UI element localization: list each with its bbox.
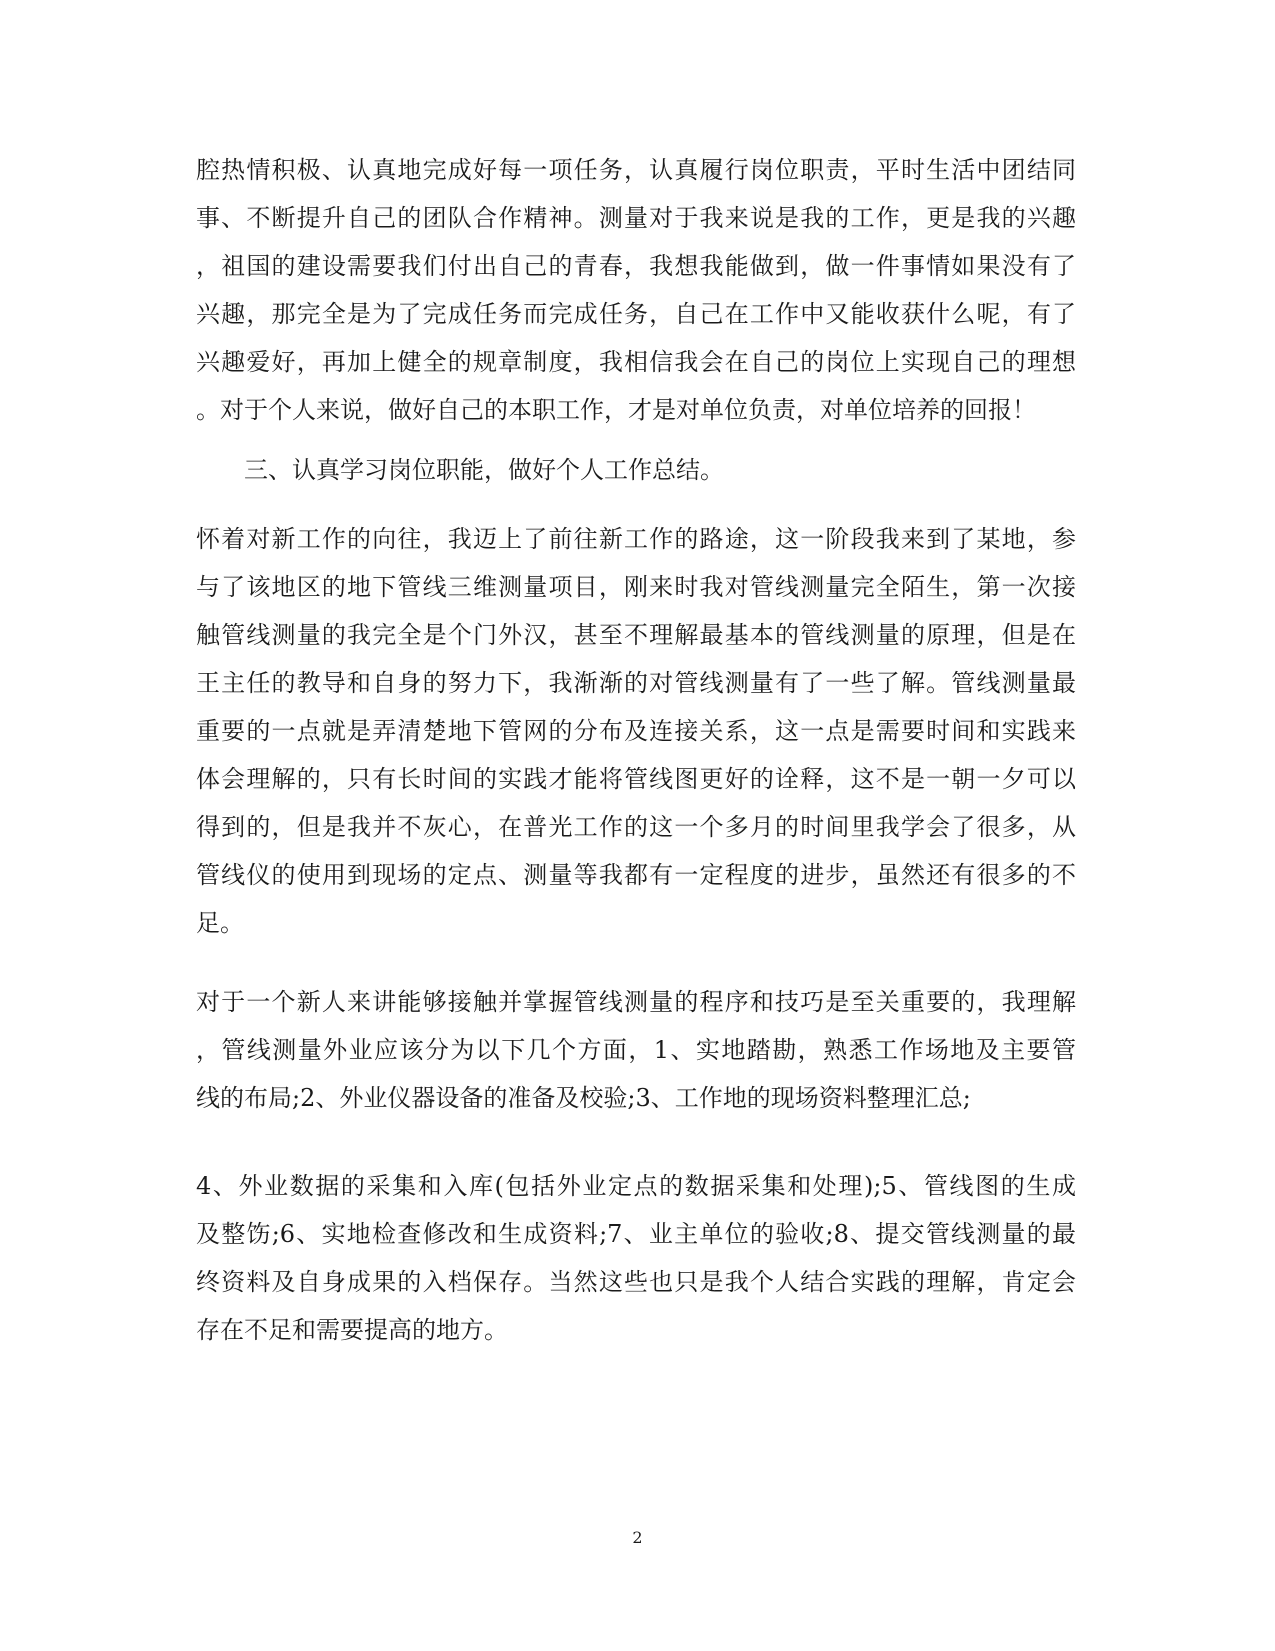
- section-heading: 三、认真学习岗位职能，做好个人工作总结。: [244, 456, 724, 484]
- paragraph-line: 存在不足和需要提高的地方。: [196, 1316, 508, 1344]
- paragraph-4: [196, 1162, 1076, 1354]
- paragraph-line: 对于一个新人来讲能够接触并掌握管线测量的程序和技巧是至关重要的，我理解: [196, 988, 1076, 1016]
- paragraph-line: 4、外业数据的采集和入库(包括外业定点的数据采集和处理);5、管线图的生成: [196, 1172, 1076, 1200]
- paragraph-2: [196, 515, 1076, 947]
- paragraph-line: 。对于个人来说，做好自己的本职工作，才是对单位负责，对单位培养的回报！: [196, 396, 1036, 424]
- paragraph-1: [196, 146, 1076, 434]
- paragraph-line: 兴趣爱好，再加上健全的规章制度，我相信我会在自己的岗位上实现自己的理想: [196, 348, 1076, 376]
- paragraph-line: 事、不断提升自己的团队合作精神。测量对于我来说是我的工作，更是我的兴趣: [196, 204, 1076, 232]
- paragraph-line: 足。: [196, 909, 244, 937]
- paragraph-line: 与了该地区的地下管线三维测量项目，刚来时我对管线测量完全陌生，第一次接: [196, 573, 1076, 601]
- paragraph-line: ，管线测量外业应该分为以下几个方面，1、实地踏勘，熟悉工作场地及主要管: [196, 1036, 1076, 1064]
- paragraph-line: 终资料及自身成果的入档保存。当然这些也只是我个人结合实践的理解，肯定会: [196, 1268, 1076, 1296]
- paragraph-3: [196, 978, 1076, 1122]
- paragraph-line: 兴趣，那完全是为了完成任务而完成任务，自己在工作中又能收获什么呢，有了: [196, 300, 1076, 328]
- paragraph-line: 得到的，但是我并不灰心，在普光工作的这一个多月的时间里我学会了很多，从: [196, 813, 1076, 841]
- paragraph-line: 腔热情积极、认真地完成好每一项任务，认真履行岗位职责，平时生活中团结同: [196, 156, 1076, 184]
- paragraph-line: 体会理解的，只有长时间的实践才能将管线图更好的诠释，这不是一朝一夕可以: [196, 765, 1076, 793]
- paragraph-line: 重要的一点就是弄清楚地下管网的分布及连接关系，这一点是需要时间和实践来: [196, 717, 1076, 745]
- paragraph-line: 管线仪的使用到现场的定点、测量等我都有一定程度的进步，虽然还有很多的不: [196, 861, 1076, 889]
- paragraph-line: 触管线测量的我完全是个门外汉，甚至不理解最基本的管线测量的原理，但是在: [196, 621, 1076, 649]
- paragraph-line: 王主任的教导和自身的努力下，我渐渐的对管线测量有了一些了解。管线测量最: [196, 669, 1076, 697]
- paragraph-line: ，祖国的建设需要我们付出自己的青春，我想我能做到，做一件事情如果没有了: [196, 252, 1076, 280]
- page-number: 2: [632, 1528, 643, 1547]
- paragraph-line: 怀着对新工作的向往，我迈上了前往新工作的路途，这一阶段我来到了某地，参: [196, 525, 1076, 553]
- paragraph-line: 及整饬;6、实地检查修改和生成资料;7、业主单位的验收;8、提交管线测量的最: [196, 1220, 1076, 1248]
- paragraph-line: 线的布局;2、外业仪器设备的准备及校验;3、工作地的现场资料整理汇总;: [196, 1084, 971, 1112]
